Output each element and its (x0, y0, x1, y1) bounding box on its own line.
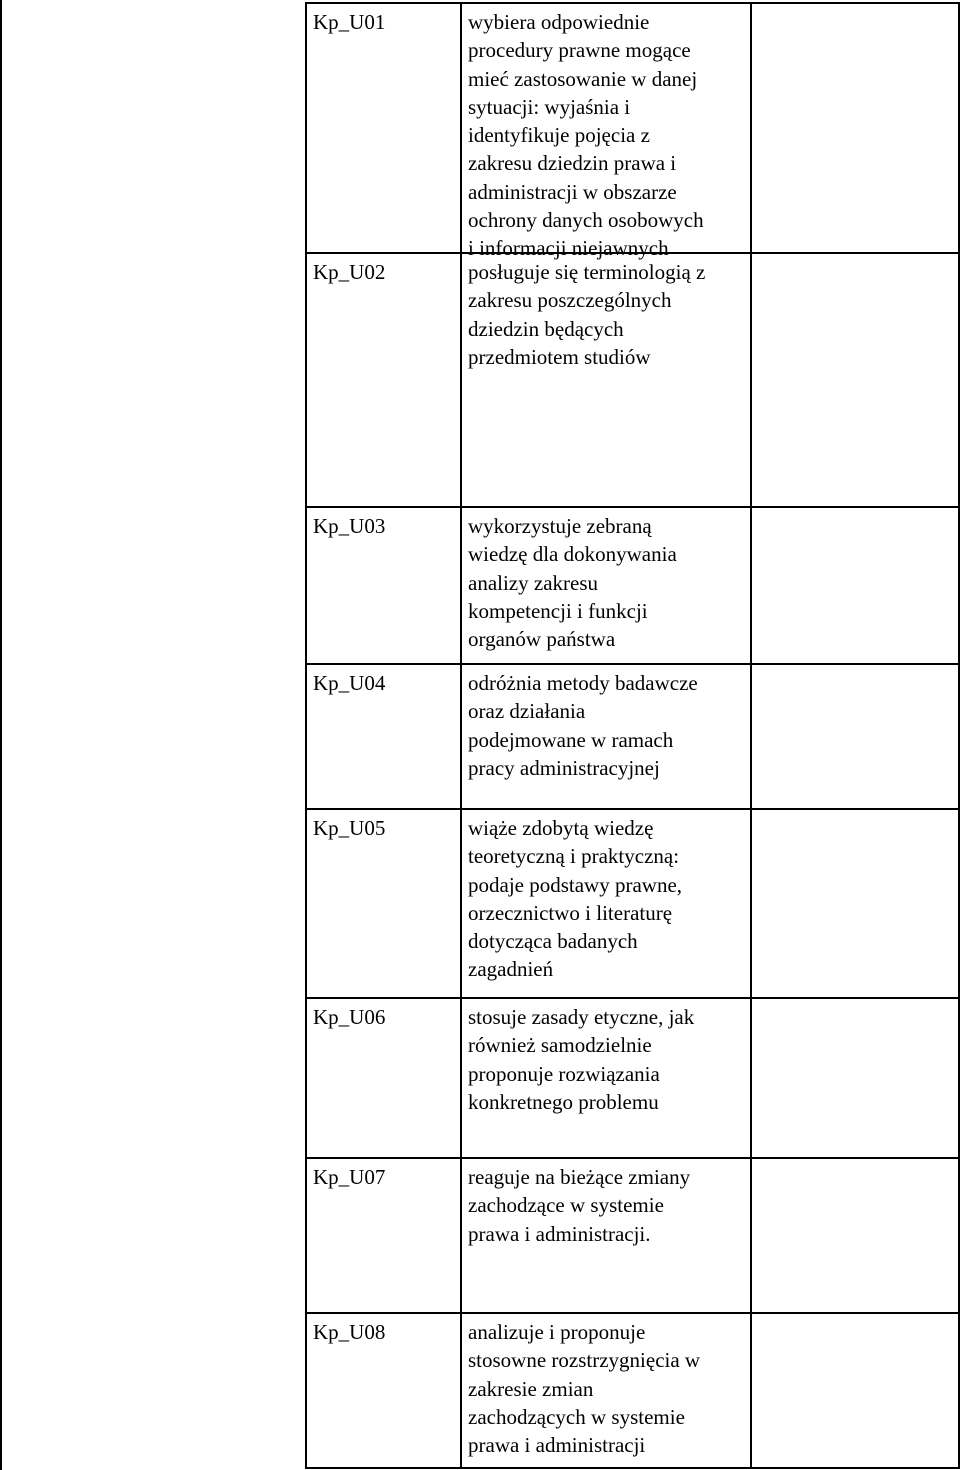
outcome-description-cell (461, 998, 751, 1158)
outcome-description: wybiera odpowiednie procedury prawne mogące mieć zastosowanie w danej sytuacji: wyjaśnia i identyfikuje pojęcia z zakresu dziedzin prawa i administracji w obszarze ochrony danych osobowych i informacji niejawnych (468, 10, 704, 261)
outcome-code: Kp_U06 (306, 998, 461, 1158)
empty-cell (751, 3, 959, 253)
outcome-description: analizuje i proponuje stosowne rozstrzygnięcia w zakresie zmian zachodzących w systemie prawa i administracji (468, 1320, 701, 1458)
left-page-rule (0, 0, 2, 1470)
outcome-description-cell (461, 809, 751, 998)
outcome-code: Kp_U08 (306, 1313, 461, 1468)
outcome-description-cell (461, 507, 751, 664)
table-row (306, 507, 959, 664)
table-row (306, 253, 959, 507)
outcome-description-cell (461, 3, 751, 261)
empty-cell (751, 507, 959, 664)
table-row (306, 1158, 959, 1313)
learning-outcomes-table (305, 2, 960, 1469)
table-row (306, 3, 959, 253)
outcome-description-cell (461, 253, 751, 507)
outcome-code: Kp_U01 (306, 3, 461, 253)
outcome-description: wykorzystuje zebraną wiedzę dla dokonywania analizy zakresu kompetencji i funkcji organów państwa (468, 514, 677, 652)
outcome-description: posługuje się terminologią z zakresu poszczególnych dziedzin będących przedmiotem studiów (468, 260, 706, 369)
table-row (306, 1313, 959, 1468)
empty-cell (751, 1313, 959, 1468)
outcome-description: reaguje na bieżące zmiany zachodzące w systemie prawa i administracji. (468, 1165, 691, 1246)
outcome-code: Kp_U03 (306, 507, 461, 664)
table-row (306, 664, 959, 809)
table-row (306, 809, 959, 998)
outcome-code: Kp_U04 (306, 664, 461, 809)
outcome-description: odróżnia metody badawcze oraz działania podejmowane w ramach pracy administracyjnej (468, 671, 698, 780)
empty-cell (751, 809, 959, 998)
outcome-description: wiąże zdobytą wiedzę teoretyczną i praktyczną: podaje podstawy prawne, orzecznictwo i literaturę dotycząca badanych zagadnień (468, 816, 683, 982)
outcome-code: Kp_U02 (306, 253, 461, 507)
empty-cell (751, 1158, 959, 1313)
table-row (306, 998, 959, 1158)
outcome-description-cell (461, 1158, 751, 1313)
empty-cell (751, 664, 959, 809)
outcome-code: Kp_U05 (306, 809, 461, 998)
empty-cell (751, 253, 959, 507)
outcome-code: Kp_U07 (306, 1158, 461, 1313)
outcome-description-cell (461, 1313, 751, 1468)
outcome-description: stosuje zasady etyczne, jak również samodzielnie proponuje rozwiązania konkretnego problemu (468, 1005, 695, 1114)
empty-cell (751, 998, 959, 1158)
outcome-description-cell (461, 664, 751, 809)
